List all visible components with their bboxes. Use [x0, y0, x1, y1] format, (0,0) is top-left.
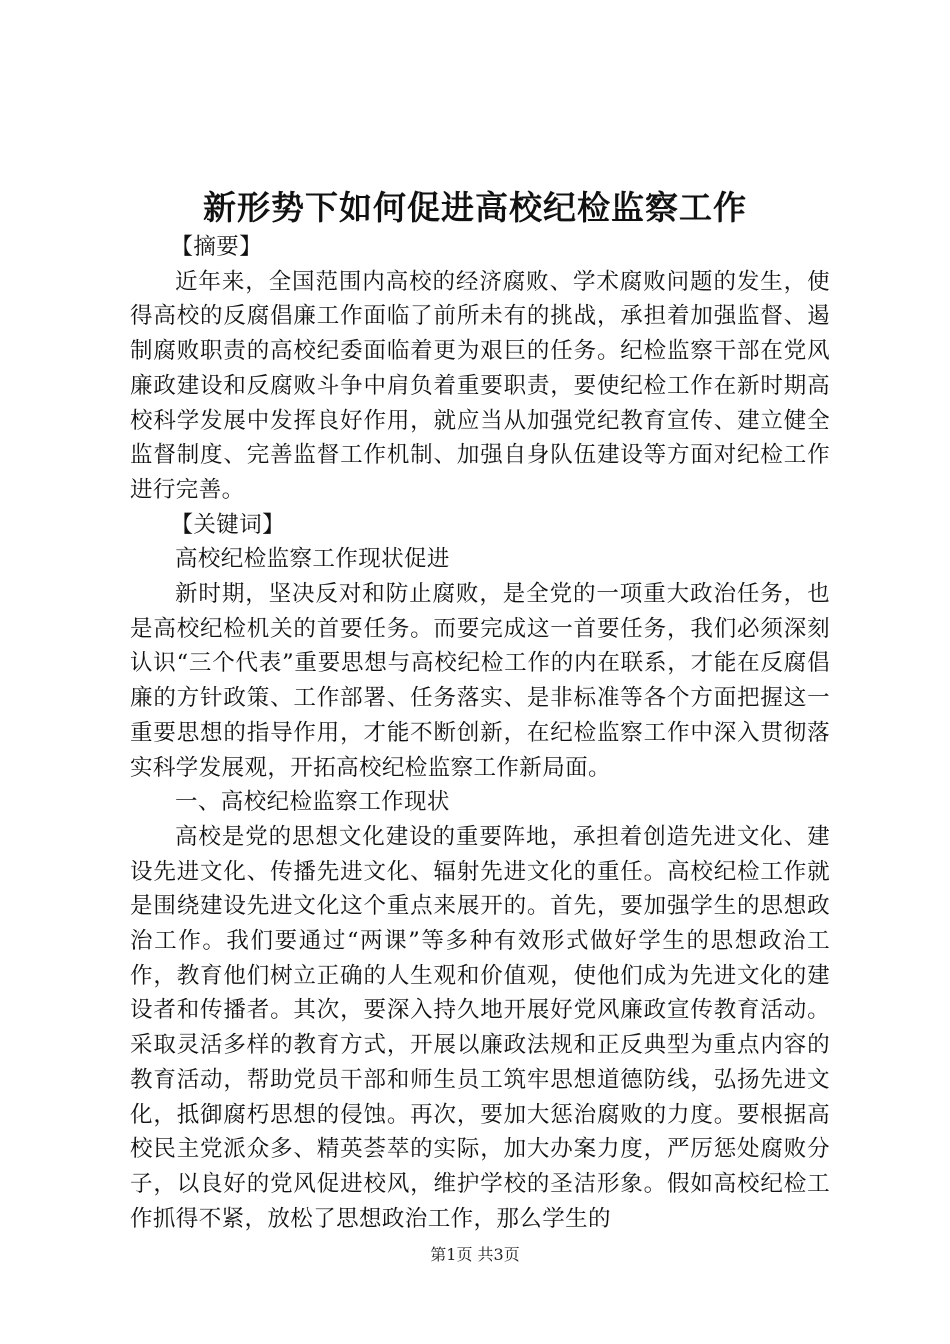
intro-paragraph: 新时期，坚决反对和防止腐败，是全党的一项重大政治任务，也是高校纪检机关的首要任务。而要完成这一首要任务，我们必须深刻认识“三个代表”重要思想与高校纪检工作的内在联系，才能在反腐倡廉的方针政策、工作部署、任务落实、是非标准等各个方面把握这一重要思想的指导作用，才能不断创新，在纪检监察工作中深入贯彻落实科学发展观，开拓高校纪检监察工作新局面。	[130, 581, 830, 781]
document-title: 新形势下如何促进高校纪检监察工作	[203, 188, 747, 227]
abstract-heading: 【摘要】	[170, 234, 263, 260]
section1-paragraph: 高校是党的思想文化建设的重要阵地，承担着创造先进文化、建设先进文化、传播先进文化、辐射先进文化的重任。高校纪检工作就是围绕建设先进文化这个重点来展开的。首先，要加强学生的思想政治工作。我们要通过“两课”等多种有效形式做好学生的思想政治工作，教育他们树立正确的人生观和价值观，使他们成为先进文化的建设者和传播者。其次，要深入持久地开展好党风廉政宣传教育活动。采取灵活多样的教育方式，开展以廉政法规和正反典型为重点内容的教育活动，帮助党员干部和师生员工筑牢思想道德防线，弘扬先进文化，抵御腐朽思想的侵蚀。再次，要加大惩治腐败的力度。要根据高校民主党派众多、精英荟萃的实际，加大办案力度，严厉惩处腐败分子，以良好的党风促进校风，维护学校的圣洁形象。假如高校纪检工作抓得不紧，放松了思想政治工作，那么学生的	[130, 823, 830, 1232]
page-footer: 第1页 共3页	[430, 1245, 520, 1264]
abstract-paragraph: 近年来，全国范围内高校的经济腐败、学术腐败问题的发生，使得高校的反腐倡廉工作面临了前所未有的挑战，承担着加强监督、遏制腐败职责的高校纪委面临着更为艰巨的任务。纪检监察干部在党风廉政建设和反腐败斗争中肩负着重要职责，要使纪检工作在新时期高校科学发展中发挥良好作用，就应当从加强党纪教育宣传、建立健全监督制度、完善监督工作机制、加强自身队伍建设等方面对纪检工作进行完善。	[130, 268, 830, 503]
keywords-heading: 【关键词】	[170, 511, 286, 538]
keywords-paragraph: 高校纪检监察工作现状促进	[175, 546, 450, 573]
document-body	[130, 230, 830, 1236]
section1-heading: 一、高校纪检监察工作现状	[175, 789, 450, 816]
